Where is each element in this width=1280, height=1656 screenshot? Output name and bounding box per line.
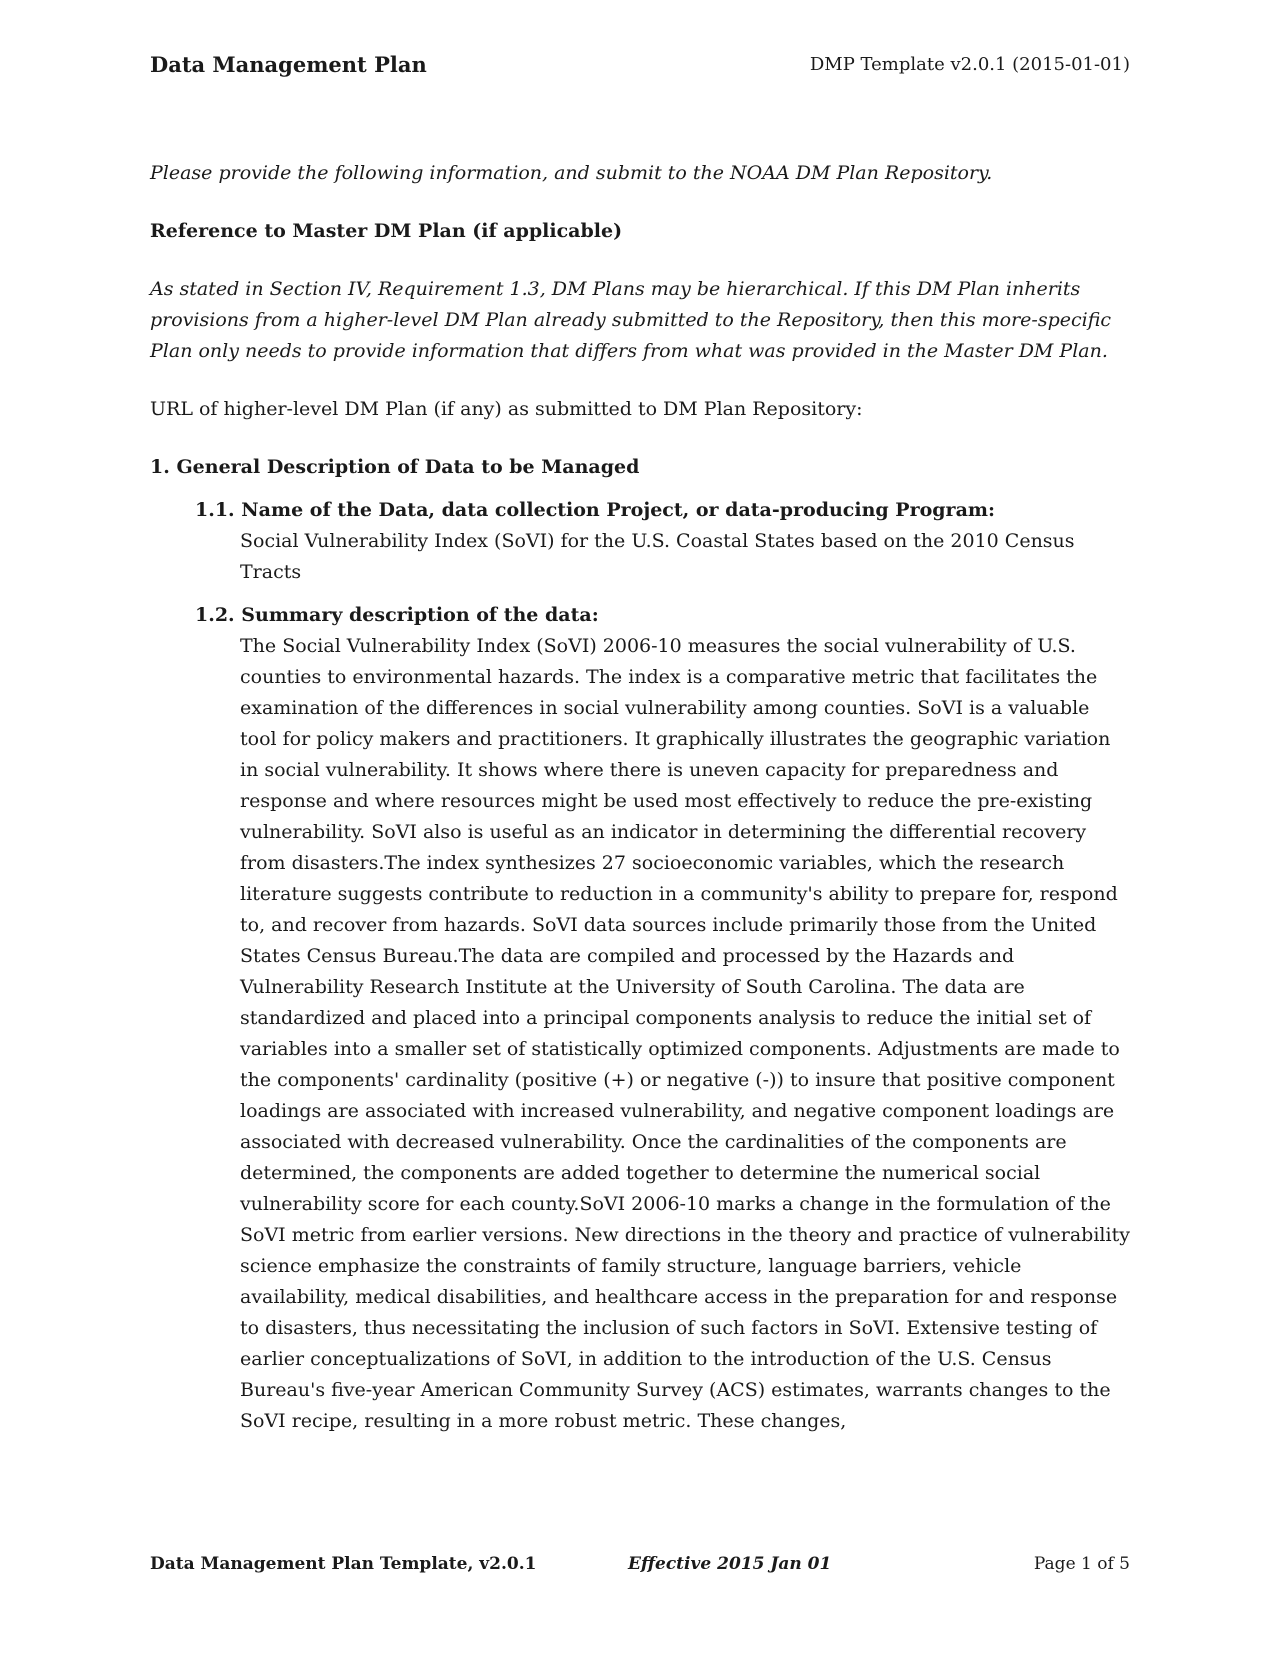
footer-template-name: Data Management Plan Template, v2.0.1: [150, 1554, 537, 1574]
footer-effective-date: Effective 2015 Jan 01: [628, 1554, 832, 1574]
document-body: [150, 158, 1130, 1449]
section-1-heading: 1. General Description of Data to be Managed: [150, 456, 640, 478]
intro-instruction: Please provide the following information, and submit to the NOAA DM Plan Repository.: [150, 162, 993, 184]
page-footer: [150, 1554, 1130, 1584]
subsection-1-1: [195, 495, 1130, 588]
page-header: [150, 52, 1130, 88]
header-template-version: DMP Template v2.0.1 (2015-01-01): [809, 54, 1130, 75]
subsection-1-2-heading: 1.2. Summary description of the data:: [195, 604, 599, 626]
subsection-1-1-heading: 1.1. Name of the Data, data collection Project, or data-producing Program:: [195, 499, 995, 521]
subsection-1-1-body: Social Vulnerability Index (SoVI) for the U.S. Coastal States based on the 2010 Census Tracts: [240, 530, 1075, 583]
reference-url-line: URL of higher-level DM Plan (if any) as submitted to DM Plan Repository:: [150, 398, 863, 420]
subsection-1-2-body: The Social Vulnerability Index (SoVI) 2006-10 measures the social vulnerability of U.S. counties to environmental hazards. The index is a comparative metric that facilitates the examination of the differences in social vulnerability among counties. SoVI is a valuable tool for policy makers and practitioners. It graphically illustrates the geographic variation in social vulnerability. It shows where there is uneven capacity for preparedness and response and where resources might be used most effectively to reduce the pre-existing vulnerability. SoVI also is useful as an indicator in determining the differential recovery from disasters.The index synthesizes 27 socioeconomic variables, which the research literature suggests contribute to reduction in a community's ability to prepare for, respond to, and recover from hazards. SoVI data sources include primarily those from the United States Census Bureau.The data are compiled and processed by the Hazards and Vulnerability Research Institute at the University of South Carolina. The data are standardized and placed into a principal components analysis to reduce the initial set of variables into a smaller set of statistically optimized components. Adjustments are made to the components' cardinality (positive (+) or negative (-)) to insure that positive component loadings are associated with increased vulnerability, and negative component loadings are associated with decreased vulnerability. Once the cardinalities of the components are determined, the components are added together to determine the numerical social vulnerability score for each county.SoVI 2006-10 marks a change in the formulation of the SoVI metric from earlier versions. New directions in the theory and practice of vulnerability science emphasize the constraints of family structure, language barriers, vehicle availability, medical disabilities, and healthcare access in the preparation for and response to disasters, thus necessitating the inclusion of such factors in SoVI. Extensive testing of earlier conceptualizations of SoVI, in addition to the introduction of the U.S. Census Bureau's five-year American Community Survey (ACS) estimates, warrants changes to the SoVI recipe, resulting in a more robust metric. These changes,: [240, 635, 1130, 1432]
subsection-1-2: [195, 600, 1130, 1437]
footer-page-number: Page 1 of 5: [1033, 1554, 1130, 1574]
reference-heading: Reference to Master DM Plan (if applicable): [150, 220, 623, 242]
header-title: Data Management Plan: [150, 52, 427, 77]
reference-text: As stated in Section IV, Requirement 1.3, DM Plans may be hierarchical. If this DM Plan inherits provisions from a higher-level DM Plan already submitted to the Repository, then this more-specific Plan only needs to provide information that differs from what was provided in the Master DM Plan.: [150, 278, 1112, 362]
